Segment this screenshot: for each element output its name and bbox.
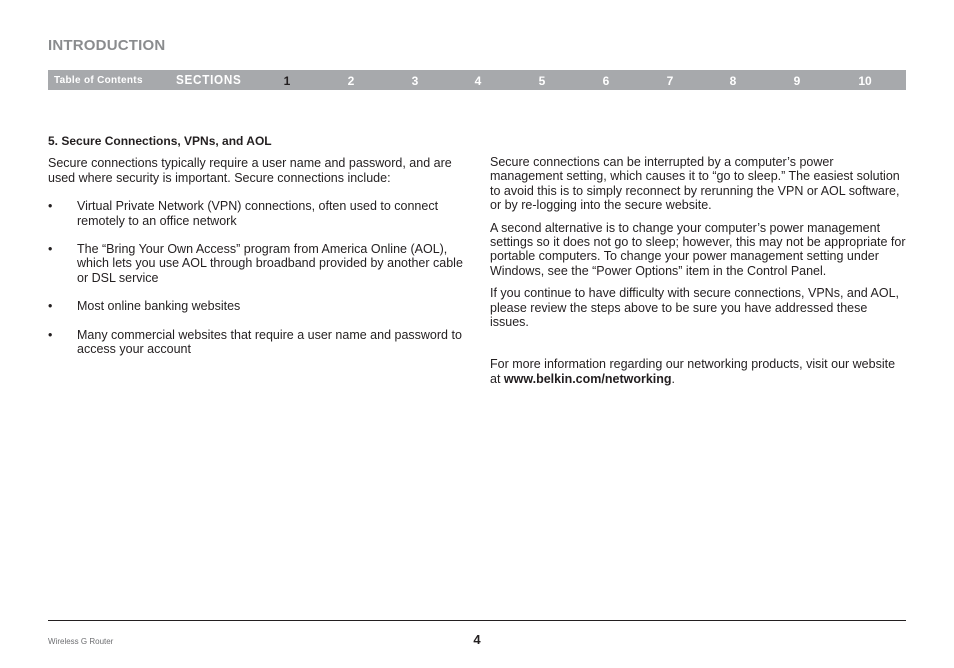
section-nav-bar [48, 70, 906, 90]
footer-product-name: Wireless G Router [48, 637, 114, 646]
right-column [490, 155, 908, 386]
list-item [48, 242, 468, 285]
bullet-icon: • [48, 242, 53, 257]
section-link-3[interactable]: 3 [411, 74, 419, 88]
section-link-8[interactable]: 8 [729, 74, 737, 88]
intro-paragraph: Secure connections typically require a user name and password, and are used where security is important. Secure connections include: [48, 156, 452, 185]
bullet-icon: • [48, 327, 53, 342]
paragraph-power-settings: A second alternative is to change your computer’s power management settings so it does not go to sleep; however, this may not be appropriate for portable computers. To change your power management setting under Windows, see the “Power Options” item in the Control Panel. [490, 220, 906, 278]
section-heading: 5. Secure Connections, VPNs, and AOL [48, 134, 272, 148]
paragraph-more-info [490, 357, 908, 386]
list-item-text: Virtual Private Network (VPN) connections, often used to connect remotely to an office network [77, 199, 439, 228]
section-link-1[interactable]: 1 [283, 74, 291, 88]
page-title: INTRODUCTION [48, 37, 166, 54]
table-of-contents-link[interactable]: Table of Contents [54, 75, 143, 86]
left-column [48, 134, 468, 370]
list-item-text: The “Bring Your Own Access” program from America Online (AOL), which lets you use AOL through broadband provided by another cable or DSL service [77, 242, 463, 285]
secure-connections-list [48, 199, 468, 356]
more-info-period: . [671, 371, 676, 386]
section-link-4[interactable]: 4 [474, 74, 482, 88]
list-item [48, 299, 468, 313]
page-number: 4 [473, 632, 481, 647]
paragraph-sleep-interruption: Secure connections can be interrupted by a computer’s power management setting, which causes it to “go to sleep.” The easiest solution to avoid this is to simply reconnect by rerunning the VPN or AOL software, or by re-logging into the secure website. [490, 155, 900, 213]
belkin-networking-link[interactable]: www.belkin.com/networking [503, 371, 672, 386]
section-link-2[interactable]: 2 [347, 74, 355, 88]
section-link-7[interactable]: 7 [666, 74, 674, 88]
paragraph-troubleshooting: If you continue to have difficulty with secure connections, VPNs, and AOL, please review the steps above to be sure you have addressed these issues. [490, 286, 900, 330]
section-link-5[interactable]: 5 [538, 74, 546, 88]
section-link-6[interactable]: 6 [602, 74, 610, 88]
bullet-icon: • [48, 299, 53, 314]
list-item [48, 328, 468, 357]
section-link-10[interactable]: 10 [858, 74, 872, 88]
list-item [48, 199, 468, 228]
list-item-text: Most online banking websites [77, 299, 241, 314]
list-item-text: Many commercial websites that require a user name and password to access your account [77, 327, 462, 357]
section-link-9[interactable]: 9 [793, 74, 801, 88]
footer-divider [48, 620, 906, 621]
sections-label: SECTIONS [176, 72, 242, 87]
more-info-text: For more information regarding our networking products, visit our website at [490, 357, 896, 386]
bullet-icon: • [48, 199, 53, 214]
